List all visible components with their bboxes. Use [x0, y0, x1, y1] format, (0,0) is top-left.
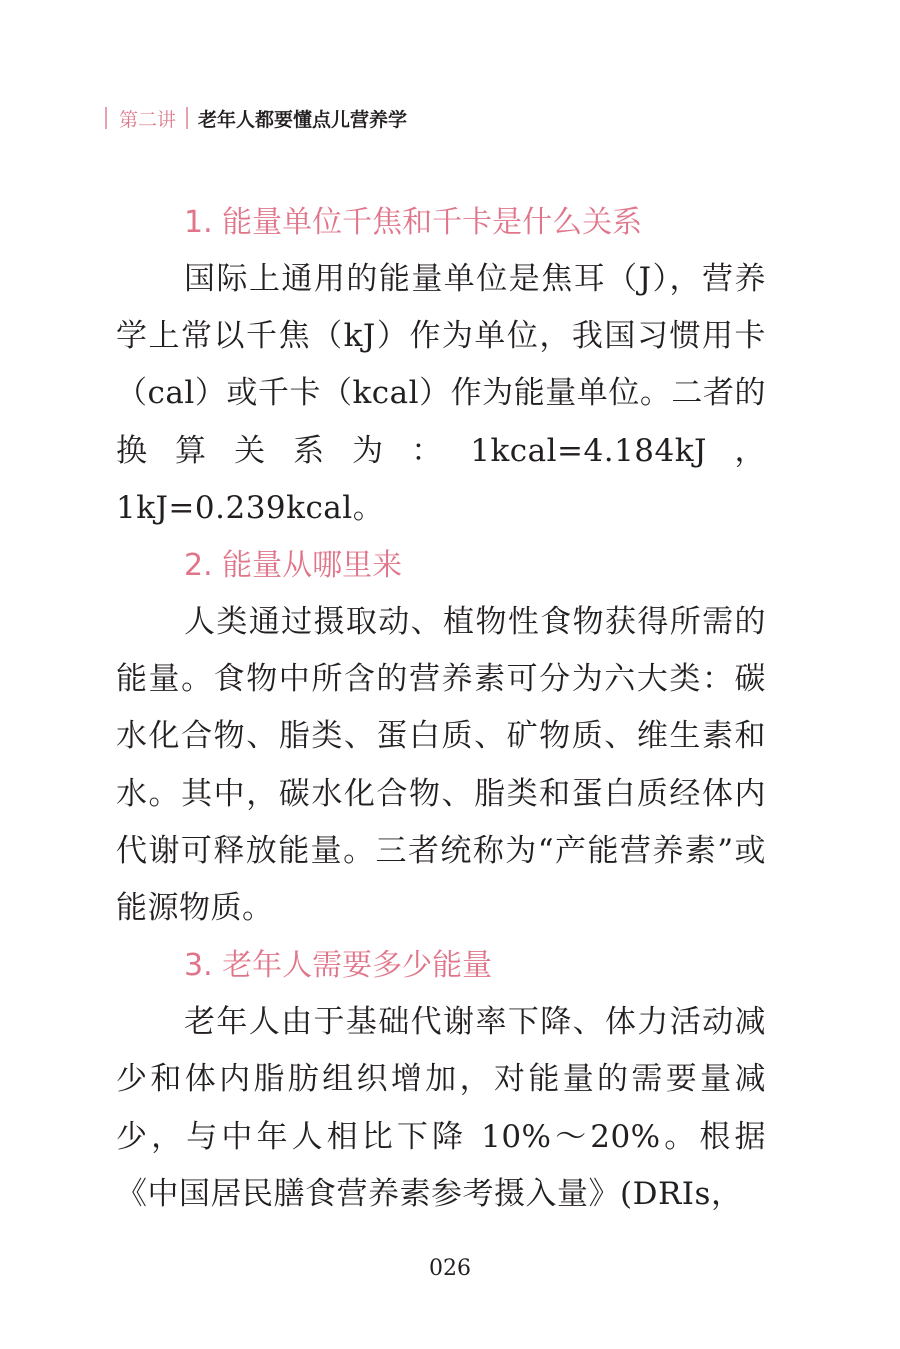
section-heading-energy-source: 2. 能量从哪里来: [184, 548, 403, 584]
header-divider: [186, 107, 188, 129]
section-body-energy-source: 人类通过摄取动、植物性食物获得所需的能量。食物中所含的营养素可分为六大类：碳水化合物、脂类、蛋白质、矿物质、维生素和水。其中，碳水化合物、脂类和蛋白质经体内代谢可释放能量。三者统称为“产能营养素”或能源物质。: [116, 604, 766, 927]
section-body-energy-units: 国际上通用的能量单位是焦耳（J），营养学上常以千焦（kJ）作为单位，我国习惯用卡（cal）或千卡（kcal）作为能量单位。二者的换算关系为：1kcal=4.184kJ，1kJ=0.239kcal。: [116, 261, 766, 526]
page-content: [116, 194, 766, 1223]
section-heading-energy-units: 1. 能量单位千焦和千卡是什么关系: [184, 205, 643, 240]
page-number: 026: [429, 1256, 471, 1281]
book-title: 老年人都要懂点儿营养学: [198, 108, 408, 131]
section-heading-elderly-energy: 3. 老年人需要多少能量: [184, 948, 493, 984]
section-body-elderly-energy: 老年人由于基础代谢率下降、体力活动减少和体内脂肪组织增加，对能量的需要量减少，与中年人相比下降 10%～20%。根据《中国居民膳食营养素参考摄入量》(DRIs，: [116, 1004, 766, 1212]
running-header: [105, 104, 407, 132]
header-divider: [105, 107, 107, 129]
chapter-label: 第二讲: [119, 108, 177, 131]
